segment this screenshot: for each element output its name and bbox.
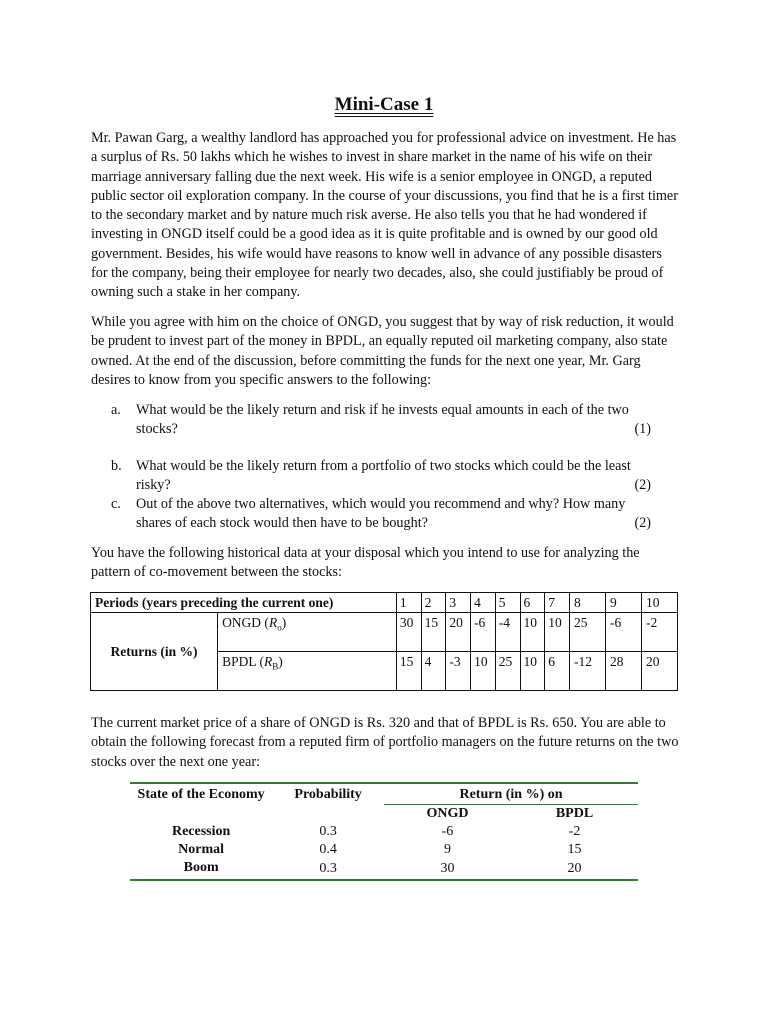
- ongd-return-cell: -2: [641, 613, 677, 652]
- ongd-return-cell: 10: [520, 613, 545, 652]
- question-item: [111, 401, 651, 439]
- bpdl-label: BPDL $(R_B)$: [218, 652, 397, 691]
- bpdl-cell: -2: [568, 824, 581, 839]
- request-paragraph: While you agree with him on the choice of ONGD, you suggest that by way of risk reduction, it would be prudent to invest part of the money in BPDL, an equally reputed oil marketing company, also state owned. At the end of the discussion, before committing the funds for the next one year, Mr. Garg desires to know from you specific answers to the following:: [91, 314, 674, 388]
- ongd-return-cell: 10: [545, 613, 570, 652]
- state-cell: Recession: [171, 824, 231, 839]
- table-row: [130, 805, 638, 824]
- period-cell: 1: [396, 593, 421, 613]
- question-item: [111, 457, 651, 495]
- bpdl-return-cell: -12: [570, 652, 606, 691]
- question-marks: (2): [634, 477, 651, 493]
- state-cell: Boom: [183, 860, 219, 875]
- question-list: [111, 401, 651, 533]
- ongd-return-cell: 25: [570, 613, 606, 652]
- forecast-intro-paragraph: The current market price of a share of ONGD is Rs. 320 and that of BPDL is Rs. 650. You are able to obtain the following forecast from a reputed firm of portfolio managers on the future returns on the two stocks over the next one year:: [91, 715, 679, 770]
- question-marks: (2): [634, 515, 651, 531]
- probability-header: Probability: [294, 787, 362, 803]
- table-row: [130, 823, 638, 841]
- ongd-cell: -6: [441, 824, 454, 839]
- return-header: Return (in %) on: [384, 783, 638, 805]
- intro-paragraph: Mr. Pawan Garg, a wealthy landlord has approached you for professional advice on investment. He has a surplus of Rs. 50 lakhs which he wishes to invest in share market in the name of his wife on their marriage anniversary falling due the next week. His wife is a senior employee in ONGD, a reputed public sector oil exploration company. In the course of your discussions, you find that he is a first timer to the secondary market and by nature much risk averse. He also tells you that he had wondered if investing in ONGD itself could be a good idea as it is quite profitable and is owned by our good old government. Besides, his wife would have reasons to know well in advance of any possible disasters for the company, being their employee for nearly two decades, also, she could justifiably be proud of owning such a stake in her company.: [91, 130, 678, 301]
- ongd-return-cell: -6: [471, 613, 496, 652]
- probability-cell: 0.4: [319, 842, 337, 857]
- table-row: [130, 783, 638, 805]
- probability-cell: 0.3: [319, 824, 337, 839]
- question-text: Out of the above two alternatives, which would you recommend and why? How many shares of each stock would then have to be bought?: [136, 496, 626, 531]
- question-text: What would be the likely return and risk if he invests equal amounts in each of the two stocks?: [136, 402, 629, 437]
- question-item: [111, 495, 651, 533]
- ongd-cell: 9: [443, 842, 451, 857]
- bpdl-return-cell: 28: [605, 652, 641, 691]
- bpdl-return-cell: -3: [446, 652, 471, 691]
- ongd-return-cell: 15: [421, 613, 446, 652]
- table-row: [130, 859, 638, 880]
- bpdl-return-cell: 10: [520, 652, 545, 691]
- ongd-label: ONGD $(R_o)$: [218, 613, 397, 652]
- bpdl-return-cell: 10: [471, 652, 496, 691]
- question-marks: (1): [634, 421, 651, 437]
- ongd-return-cell: -6: [605, 613, 641, 652]
- ongd-cell: 30: [440, 861, 455, 876]
- question-marker: c.: [111, 496, 121, 512]
- historical-returns-table: [90, 592, 678, 691]
- period-cell: 10: [641, 593, 677, 613]
- forecast-table: [130, 782, 638, 881]
- returns-label: Returns (in %): [91, 613, 218, 691]
- bpdl-return-cell: 4: [421, 652, 446, 691]
- bpdl-return-cell: 20: [641, 652, 677, 691]
- history-intro-paragraph: You have the following historical data at your disposal which you intend to use for analyzing the pattern of co-movement between the stocks:: [91, 545, 640, 581]
- bpdl-header: BPDL: [555, 806, 594, 821]
- question-marker: b.: [111, 458, 122, 474]
- state-cell: Normal: [178, 842, 225, 857]
- probability-cell: 0.3: [319, 861, 337, 876]
- table-row: [91, 593, 678, 613]
- bpdl-cell: 15: [567, 842, 582, 857]
- period-cell: 2: [421, 593, 446, 613]
- period-cell: 9: [605, 593, 641, 613]
- ongd-return-cell: 30: [396, 613, 421, 652]
- period-cell: 3: [446, 593, 471, 613]
- ongd-return-cell: -4: [495, 613, 520, 652]
- question-marker: a.: [111, 402, 121, 418]
- case-title: Mini-Case 1: [334, 94, 434, 115]
- ongd-return-cell: 20: [446, 613, 471, 652]
- bpdl-return-cell: 25: [495, 652, 520, 691]
- period-cell: 6: [520, 593, 545, 613]
- period-cell: 8: [570, 593, 606, 613]
- table-row: [91, 613, 678, 652]
- period-cell: 7: [545, 593, 570, 613]
- table-row: [130, 841, 638, 859]
- period-cell: 4: [471, 593, 496, 613]
- bpdl-return-cell: 6: [545, 652, 570, 691]
- period-cell: 5: [495, 593, 520, 613]
- periods-header: Periods (years preceding the current one): [91, 593, 397, 613]
- ongd-header: ONGD: [426, 806, 469, 821]
- question-text: What would be the likely return from a portfolio of two stocks which could be the least risky?: [136, 458, 631, 493]
- bpdl-return-cell: 15: [396, 652, 421, 691]
- bpdl-cell: 20: [567, 861, 582, 876]
- state-header: State of the Economy: [137, 787, 265, 803]
